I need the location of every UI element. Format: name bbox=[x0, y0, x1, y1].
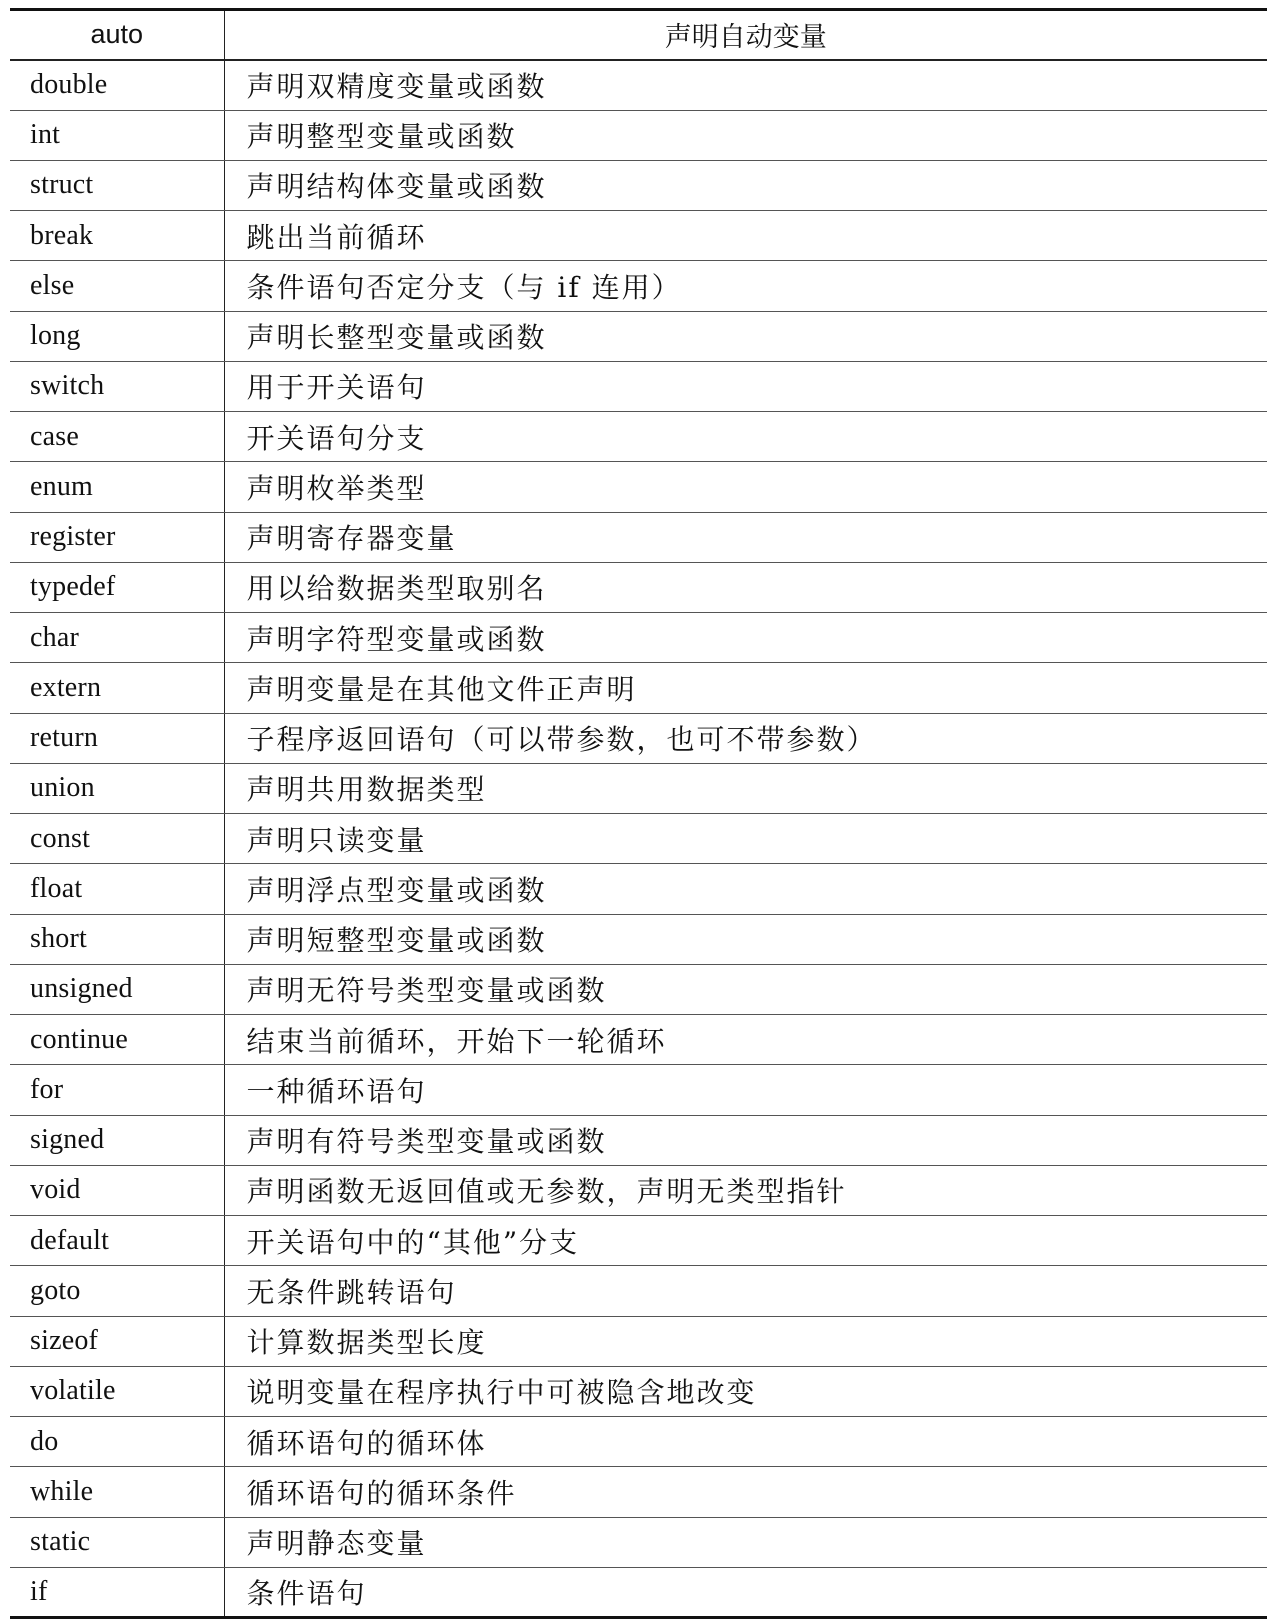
keyword-cell: int bbox=[10, 110, 224, 160]
table-row bbox=[10, 864, 1267, 914]
description-cell: 跳出当前循环 bbox=[224, 211, 1267, 261]
keyword-cell: unsigned bbox=[10, 964, 224, 1014]
table-row bbox=[10, 763, 1267, 813]
keyword-cell: short bbox=[10, 914, 224, 964]
table-row bbox=[10, 1266, 1267, 1316]
description-cell: 声明结构体变量或函数 bbox=[224, 160, 1267, 210]
table-row bbox=[10, 1417, 1267, 1467]
table-row bbox=[10, 663, 1267, 713]
description-cell: 声明变量是在其他文件正声明 bbox=[224, 663, 1267, 713]
keyword-cell: if bbox=[10, 1567, 224, 1617]
description-cell: 开关语句分支 bbox=[224, 412, 1267, 462]
description-cell: 循环语句的循环体 bbox=[224, 1417, 1267, 1467]
keyword-cell: struct bbox=[10, 160, 224, 210]
description-cell: 声明函数无返回值或无参数，声明无类型指针 bbox=[224, 1165, 1267, 1215]
keyword-cell: break bbox=[10, 211, 224, 261]
table-row bbox=[10, 713, 1267, 763]
description-cell: 声明寄存器变量 bbox=[224, 512, 1267, 562]
table-row bbox=[10, 512, 1267, 562]
table-row bbox=[10, 110, 1267, 160]
description-cell: 无条件跳转语句 bbox=[224, 1266, 1267, 1316]
description-cell: 开关语句中的“其他”分支 bbox=[224, 1216, 1267, 1266]
table-row bbox=[10, 1517, 1267, 1567]
description-cell: 用于开关语句 bbox=[224, 361, 1267, 411]
keyword-cell: default bbox=[10, 1216, 224, 1266]
keyword-cell: float bbox=[10, 864, 224, 914]
keyword-cell: typedef bbox=[10, 562, 224, 612]
description-cell: 声明双精度变量或函数 bbox=[224, 60, 1267, 110]
description-cell: 声明共用数据类型 bbox=[224, 763, 1267, 813]
description-cell: 条件语句否定分支（与 if 连用） bbox=[224, 261, 1267, 311]
keyword-cell: long bbox=[10, 311, 224, 361]
description-cell: 声明只读变量 bbox=[224, 814, 1267, 864]
description-cell: 声明无符号类型变量或函数 bbox=[224, 964, 1267, 1014]
keyword-cell: extern bbox=[10, 663, 224, 713]
table-row bbox=[10, 412, 1267, 462]
table-row bbox=[10, 562, 1267, 612]
keyword-cell: union bbox=[10, 763, 224, 813]
keyword-cell: return bbox=[10, 713, 224, 763]
table-row bbox=[10, 1316, 1267, 1366]
description-cell: 说明变量在程序执行中可被隐含地改变 bbox=[224, 1366, 1267, 1416]
keyword-cell: static bbox=[10, 1517, 224, 1567]
keyword-cell: else bbox=[10, 261, 224, 311]
keyword-cell: void bbox=[10, 1165, 224, 1215]
table-row bbox=[10, 261, 1267, 311]
table-row bbox=[10, 1366, 1267, 1416]
table-body bbox=[10, 60, 1267, 1618]
description-cell: 声明静态变量 bbox=[224, 1517, 1267, 1567]
keyword-cell: register bbox=[10, 512, 224, 562]
table-header bbox=[10, 10, 1267, 60]
keyword-table bbox=[10, 8, 1267, 1619]
keyword-cell: for bbox=[10, 1065, 224, 1115]
description-cell: 子程序返回语句（可以带参数，也可不带参数） bbox=[224, 713, 1267, 763]
keyword-cell: enum bbox=[10, 462, 224, 512]
table-row bbox=[10, 1467, 1267, 1517]
header-keyword-cell: auto bbox=[10, 10, 224, 60]
table-row bbox=[10, 60, 1267, 110]
description-cell: 声明浮点型变量或函数 bbox=[224, 864, 1267, 914]
table-row bbox=[10, 160, 1267, 210]
table-row bbox=[10, 613, 1267, 663]
table-header-row bbox=[10, 10, 1267, 60]
table-row bbox=[10, 1216, 1267, 1266]
description-cell: 声明长整型变量或函数 bbox=[224, 311, 1267, 361]
keyword-cell: signed bbox=[10, 1115, 224, 1165]
description-cell: 条件语句 bbox=[224, 1567, 1267, 1617]
keyword-cell: double bbox=[10, 60, 224, 110]
keyword-cell: continue bbox=[10, 1015, 224, 1065]
description-cell: 声明有符号类型变量或函数 bbox=[224, 1115, 1267, 1165]
description-cell: 用以给数据类型取别名 bbox=[224, 562, 1267, 612]
table-row bbox=[10, 1567, 1267, 1617]
description-cell: 声明整型变量或函数 bbox=[224, 110, 1267, 160]
keyword-cell: case bbox=[10, 412, 224, 462]
header-description-cell: 声明自动变量 bbox=[224, 10, 1267, 60]
table-row bbox=[10, 814, 1267, 864]
table-row bbox=[10, 1065, 1267, 1115]
description-cell: 计算数据类型长度 bbox=[224, 1316, 1267, 1366]
keyword-cell: char bbox=[10, 613, 224, 663]
keyword-cell: goto bbox=[10, 1266, 224, 1316]
description-cell: 声明枚举类型 bbox=[224, 462, 1267, 512]
description-cell: 循环语句的循环条件 bbox=[224, 1467, 1267, 1517]
table-row bbox=[10, 1165, 1267, 1215]
description-cell: 声明字符型变量或函数 bbox=[224, 613, 1267, 663]
table-row bbox=[10, 914, 1267, 964]
description-cell: 结束当前循环，开始下一轮循环 bbox=[224, 1015, 1267, 1065]
keyword-cell: sizeof bbox=[10, 1316, 224, 1366]
table-row bbox=[10, 462, 1267, 512]
table-row bbox=[10, 1115, 1267, 1165]
keyword-cell: do bbox=[10, 1417, 224, 1467]
keyword-cell: const bbox=[10, 814, 224, 864]
description-cell: 声明短整型变量或函数 bbox=[224, 914, 1267, 964]
description-cell: 一种循环语句 bbox=[224, 1065, 1267, 1115]
keyword-cell: volatile bbox=[10, 1366, 224, 1416]
table-row bbox=[10, 311, 1267, 361]
keyword-cell: switch bbox=[10, 361, 224, 411]
table-row bbox=[10, 211, 1267, 261]
table-row bbox=[10, 964, 1267, 1014]
table-row bbox=[10, 361, 1267, 411]
keyword-cell: while bbox=[10, 1467, 224, 1517]
table-row bbox=[10, 1015, 1267, 1065]
